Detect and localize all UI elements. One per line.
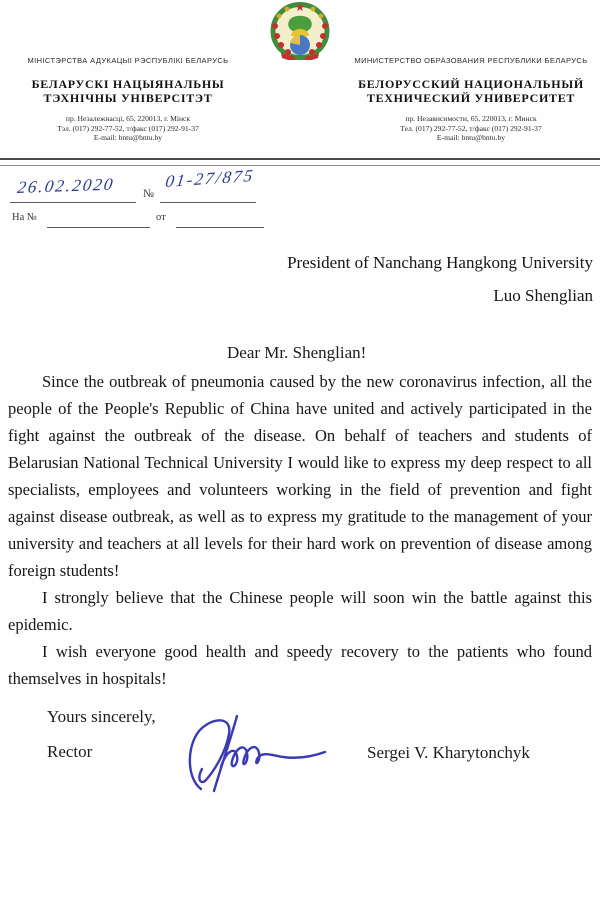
letter-body [8,368,592,692]
recipient-block [287,246,593,312]
phone-by: Тэл. (017) 292-77-52, т/факс (017) 292-91-37 [57,123,199,133]
address-by: пр. Незалежнасці, 65, 220013, г. Мінск [65,114,191,123]
closing-sincerely: Yours sincerely, [47,707,156,726]
email-by: E-mail: bntu@bntu.by [93,133,163,143]
contact-block-by [8,114,248,143]
salutation: Dear Mr. Shenglian! [227,343,367,362]
handwritten-ref-number: 01-27/875 [164,165,256,192]
belarus-coat-of-arms-icon [267,2,333,60]
handwritten-date: 26.02.2020 [16,174,116,198]
address-ru: пр. Независимости, 65, 220013, г. Минск [405,114,537,123]
rector-signature-icon [185,703,330,798]
closing-title: Rector [47,742,93,761]
recipient-title: President of Nanchang Hangkong University [287,253,593,272]
phone-ru: Тел. (017) 292-77-52, т/факс (017) 292-91-37 [400,123,542,133]
na-number-label: На № [12,212,37,223]
ministry-line-by: МІНІСТЭРСТВА АДУКАЦЫІ РЭСПУБЛІКІ БЕЛАРУСЬ [27,56,229,65]
header-belarusian [8,56,248,143]
university-name-by: БЕЛАРУСКІ НАЦЫЯНАЛЬНЫ ТЭХНІЧНЫ УНІВЕРСІТЭТ [31,77,225,105]
number-sign-label: № [143,188,154,200]
date-underline [10,202,136,203]
header-russian [351,56,591,143]
contact-block-ru [351,114,591,143]
university-name-ru: БЕЛОРУССКИЙ НАЦИОНАЛЬНЫЙ ТЕХНИЧЕСКИЙ УНИВЕРСИТЕТ [358,77,584,105]
signer-name: Sergei V. Kharytonchyk [367,743,530,762]
ot-underline [176,227,264,228]
na-underline [47,227,150,228]
header-divider-rule [0,158,600,166]
number-underline [160,202,256,203]
email-ru: E-mail: bntu@bntu.by [436,133,506,143]
paragraph-1: Since the outbreak of pneumonia caused by the new coronavirus infection, all the people of the People's Republic of China have united and actively participated in the fight against the outbreak of the disease. On behalf of teachers and students of Belarusian National Technical University I would like to express my deep respect to all specialists, employees and volunteers working in the field of prevention and fight against disease outbreak, as well as to express my gratitude to the management of your university and teachers at all levels for their hard work on prevention of disease among foreign students! [8,372,592,580]
recipient-name: Luo Shenglian [493,286,593,305]
ministry-line-ru: МИНИСТЕРСТВО ОБРАЗОВАНИЯ РЕСПУБЛИКИ БЕЛАРУСЬ [354,56,588,65]
paragraph-2: I strongly believe that the Chinese people will soon win the battle against this epidemic. [8,588,592,634]
ot-label: от [156,212,166,223]
paragraph-3: I wish everyone good health and speedy recovery to the patients who found themselves in hospitals! [8,642,592,688]
